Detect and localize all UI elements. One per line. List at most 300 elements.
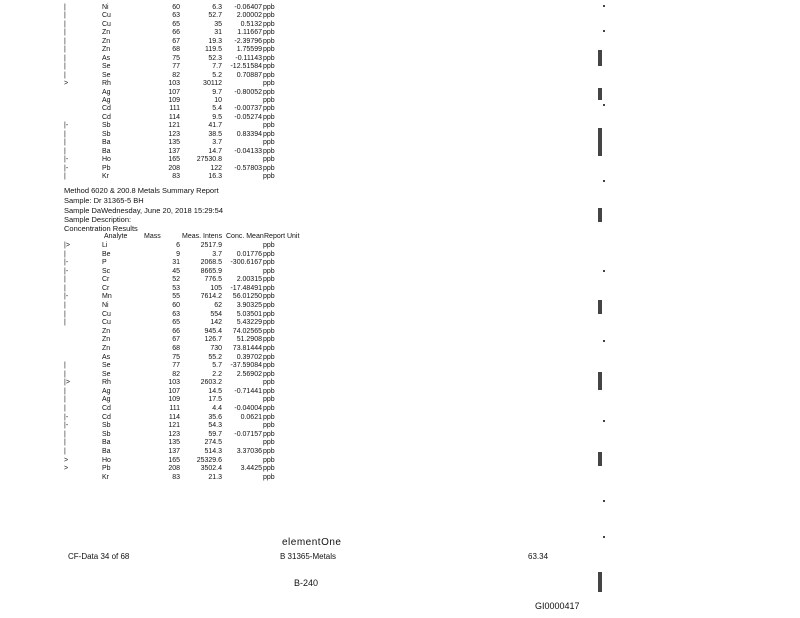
meas-intens-cell: 41.7 [208,122,222,130]
report-unit-cell: ppb [263,156,275,164]
mass-cell: 55 [172,293,180,301]
report-unit-cell: ppb [263,379,275,387]
conc-mean-cell: -0.71441 [234,387,262,395]
meas-intens-cell: 59.7 [208,430,222,438]
analyte-cell: Kr [102,173,109,180]
conc-mean-cell: -0.00737 [234,105,262,113]
row-flag: > [64,456,69,464]
analyte-cell: Ba [102,139,111,147]
mass-cell: 103 [168,379,180,387]
report-unit-cell: ppb [263,130,275,138]
report-unit-cell: ppb [263,29,275,37]
meas-intens-cell: 9.7 [212,88,222,96]
mass-cell: 208 [168,465,180,473]
report-unit-cell: ppb [263,147,275,155]
concentration-results-title: Concentration Results [64,224,138,233]
report-unit-cell: ppb [263,4,275,11]
page-number: B-240 [294,578,319,588]
mass-cell: 63 [172,12,180,20]
meas-intens-cell: 2068.5 [200,259,222,267]
col-mass: Mass [144,233,161,240]
conc-mean-cell: 74.02565 [232,327,262,335]
mass-cell: 83 [172,173,180,180]
row-flag: | [64,387,66,395]
conc-mean-cell: -300.6167 [230,259,262,267]
mass-cell: 121 [168,122,180,130]
col-conc-mean: Conc. Mean [226,233,264,240]
analyte-cell: Rh [102,379,111,387]
meas-intens-cell: 14.5 [208,387,222,395]
margin-dot [603,270,605,272]
report-unit-cell: ppb [263,310,275,318]
meas-intens-cell: 25329.6 [196,456,222,464]
margin-dot [603,104,605,106]
report-unit-cell: ppb [263,473,275,481]
analyte-cell: Ag [102,387,111,395]
row-flag: | [64,4,66,11]
conc-mean-cell: 0.83394 [236,130,262,138]
analyte-cell: Kr [102,473,109,481]
mass-cell: 67 [172,37,180,45]
analyte-cell: Se [102,71,111,79]
analyte-cell: Mn [102,293,112,301]
analyte-cell: Zn [102,336,111,344]
meas-intens-cell: 554 [210,310,222,318]
margin-dot [603,5,605,7]
conc-mean-cell: -2.39796 [234,37,262,45]
sample-description: Sample Description: [64,215,132,224]
mass-cell: 66 [172,327,180,335]
meas-intens-cell: 55.2 [208,353,222,361]
mass-cell: 77 [172,63,180,71]
mass-cell: 31 [172,259,180,267]
mass-cell: 121 [168,422,180,430]
mass-cell: 63 [172,310,180,318]
meas-intens-cell: 122 [210,164,222,172]
mass-cell: 137 [168,147,180,155]
meas-intens-cell: 142 [210,319,222,327]
meas-intens-cell: 16.3 [208,173,222,180]
meas-intens-cell: 730 [210,344,222,352]
table-row [0,172,800,182]
report-unit-cell: ppb [263,447,275,455]
conc-mean-cell: 3.37036 [236,447,262,455]
mass-cell: 65 [172,319,180,327]
analyte-cell: Ho [102,156,111,164]
mass-cell: 68 [172,344,180,352]
meas-intens-cell: 30112 [203,80,222,88]
analyte-cell: Cu [102,310,111,318]
report-unit-cell: ppb [263,396,275,404]
meas-intens-cell: 35.6 [208,413,222,421]
row-flag: > [64,465,69,473]
report-unit-cell: ppb [263,267,275,275]
meas-intens-cell: 2517.9 [200,242,222,249]
conc-mean-cell: 2.00315 [236,276,262,284]
sample-name: Sample: Dr 31365-5 BH [64,196,144,205]
row-flag: |- [64,293,69,301]
report-unit-cell: ppb [263,173,275,180]
row-flag: | [64,173,66,180]
mass-cell: 65 [172,20,180,28]
analyte-cell: Sc [102,267,111,275]
row-flag: | [64,20,66,28]
conc-mean-cell: -0.80052 [234,88,262,96]
report-unit-cell: ppb [263,344,275,352]
margin-dot [603,340,605,342]
margin-mark [598,128,602,156]
meas-intens-cell: 52.7 [208,12,222,20]
row-flag: | [64,362,66,370]
mass-cell: 114 [168,113,180,121]
report-unit-cell: ppb [263,20,275,28]
analyte-cell: Cu [102,20,111,28]
row-flag: | [64,370,66,378]
analyte-cell: Cd [102,105,111,113]
document-id: GI0000417 [535,601,580,611]
meas-intens-cell: 105 [210,284,222,292]
meas-intens-cell: 5.4 [212,105,222,113]
conc-mean-cell: 5.03501 [236,310,262,318]
col-report-unit: Report Unit [264,233,300,240]
report-unit-cell: ppb [263,302,275,310]
conc-mean-cell: 2.56902 [236,370,262,378]
row-flag: |> [64,379,70,387]
margin-mark [598,88,602,100]
mass-cell: 123 [168,130,180,138]
analyte-cell: Ag [102,88,111,96]
mass-cell: 135 [168,439,180,447]
margin-dot [603,536,605,538]
meas-intens-cell: 19.3 [208,37,222,45]
conc-mean-cell: 5.43229 [236,319,262,327]
meas-intens-cell: 514.3 [204,447,222,455]
report-unit-cell: ppb [263,336,275,344]
conc-mean-cell: -0.05274 [234,113,262,121]
meas-intens-cell: 52.3 [208,54,222,62]
footer-left: CF-Data 34 of 68 [68,552,130,561]
row-flag: | [64,37,66,45]
meas-intens-cell: 14.7 [208,147,222,155]
row-flag: | [64,276,66,284]
analyte-cell: Rh [102,80,111,88]
mass-cell: 68 [172,46,180,54]
method-title: Method 6020 & 200.8 Metals Summary Report [64,186,219,195]
conc-mean-cell: 0.0621 [240,413,262,421]
margin-mark [598,572,602,592]
analyte-cell: Se [102,370,111,378]
footer-right: 63.34 [528,552,549,561]
analyte-cell: Zn [102,344,111,352]
footer-center: B 31365-Metals [280,552,337,561]
conc-mean-cell: -12.51584 [230,63,262,71]
conc-mean-cell: 73.81444 [232,344,262,352]
analyte-cell: Se [102,362,111,370]
row-flag: |- [64,413,69,421]
report-unit-cell: ppb [263,113,275,121]
analyte-cell: Cu [102,12,111,20]
row-flag: | [64,302,66,310]
report-unit-cell: ppb [263,284,275,292]
mass-cell: 137 [168,447,180,455]
analyte-cell: Sb [102,130,111,138]
mass-cell: 83 [172,473,180,481]
conc-mean-cell: 1.75599 [236,46,262,54]
analyte-cell: Sb [102,422,111,430]
report-unit-cell: ppb [263,105,275,113]
analyte-cell: Ba [102,147,111,155]
mass-cell: 114 [168,413,180,421]
report-unit-cell: ppb [263,88,275,96]
meas-intens-cell: 3.7 [212,250,222,258]
mass-cell: 103 [168,80,180,88]
row-flag: |- [64,259,69,267]
report-unit-cell: ppb [263,276,275,284]
report-unit-cell: ppb [263,387,275,395]
analyte-cell: Cu [102,319,111,327]
report-unit-cell: ppb [263,259,275,267]
meas-intens-cell: 5.2 [212,71,222,79]
analyte-cell: Ho [102,456,111,464]
margin-dot [603,420,605,422]
analyte-cell: Cd [102,413,111,421]
conc-mean-cell: 3.4425 [240,465,262,473]
meas-intens-cell: 62 [214,302,222,310]
meas-intens-cell: 21.3 [208,473,222,481]
meas-intens-cell: 54.3 [208,422,222,430]
analyte-cell: Ag [102,396,111,404]
meas-intens-cell: 31 [214,29,222,37]
meas-intens-cell: 35 [214,20,222,28]
mass-cell: 107 [168,88,180,96]
meas-intens-cell: 7.7 [212,63,222,71]
report-unit-cell: ppb [263,37,275,45]
row-flag: | [64,310,66,318]
mass-cell: 109 [168,396,180,404]
report-unit-cell: ppb [263,242,275,249]
mass-cell: 111 [169,105,180,113]
row-flag: | [64,71,66,79]
margin-mark [598,372,602,390]
meas-intens-cell: 2.2 [212,370,222,378]
conc-mean-cell: 3.90325 [236,302,262,310]
mass-cell: 6 [176,242,180,249]
meas-intens-cell: 8665.9 [200,267,222,275]
analyte-cell: Ni [102,302,109,310]
meas-intens-cell: 17.5 [208,396,222,404]
mass-cell: 77 [172,362,180,370]
row-flag: | [64,54,66,62]
meas-intens-cell: 10 [214,96,222,104]
report-unit-cell: ppb [263,63,275,71]
margin-mark [598,452,602,466]
mass-cell: 45 [172,267,180,275]
analyte-cell: Ag [102,96,111,104]
analyte-cell: As [102,353,111,361]
conc-mean-cell: 2.00002 [236,12,262,20]
row-flag: | [64,430,66,438]
meas-intens-cell: 4.4 [212,405,222,413]
report-unit-cell: ppb [263,293,275,301]
row-flag: |- [64,156,69,164]
analyte-cell: Ni [102,4,109,11]
meas-intens-cell: 5.7 [212,362,222,370]
report-unit-cell: ppb [263,456,275,464]
row-flag: |- [64,164,69,172]
report-unit-cell: ppb [263,422,275,430]
analyte-cell: Pb [102,465,111,473]
meas-intens-cell: 2603.2 [200,379,222,387]
mass-cell: 109 [168,96,180,104]
report-unit-cell: ppb [263,370,275,378]
report-unit-cell: ppb [263,139,275,147]
row-flag: |> [64,242,70,249]
report-unit-cell: ppb [263,353,275,361]
margin-mark [598,50,602,66]
conc-mean-cell: -0.07157 [234,430,262,438]
report-unit-cell: ppb [263,465,275,473]
meas-intens-cell: 3.7 [212,139,222,147]
meas-intens-cell: 776.5 [204,276,222,284]
report-unit-cell: ppb [263,71,275,79]
row-flag: | [64,405,66,413]
row-flag: | [64,139,66,147]
report-unit-cell: ppb [263,319,275,327]
report-unit-cell: ppb [263,12,275,20]
meas-intens-cell: 38.5 [208,130,222,138]
row-flag: | [64,396,66,404]
conc-mean-cell: -0.06407 [234,4,262,11]
conc-mean-cell: 51.2908 [236,336,262,344]
mass-cell: 135 [168,139,180,147]
report-unit-cell: ppb [263,80,275,88]
mass-cell: 53 [172,284,180,292]
analyte-cell: As [102,54,111,62]
margin-dot [603,500,605,502]
analyte-cell: Ba [102,439,111,447]
meas-intens-cell: 945.4 [204,327,222,335]
conc-mean-cell: -17.48491 [230,284,262,292]
report-unit-cell: ppb [263,46,275,54]
mass-cell: 123 [168,430,180,438]
analyte-cell: Zn [102,327,111,335]
conc-mean-cell: 0.70887 [236,71,262,79]
analyte-cell: Cd [102,405,111,413]
row-flag: | [64,250,66,258]
report-unit-cell: ppb [263,413,275,421]
analyte-cell: Se [102,63,111,71]
meas-intens-cell: 7614.2 [200,293,222,301]
analyte-cell: Cd [102,113,111,121]
row-flag: | [64,147,66,155]
mass-cell: 165 [168,456,180,464]
analyte-cell: Pb [102,164,111,172]
meas-intens-cell: 119.5 [205,46,222,54]
analyte-cell: Zn [102,37,111,45]
report-unit-cell: ppb [263,439,275,447]
mass-cell: 82 [172,71,180,79]
mass-cell: 9 [176,250,180,258]
meas-intens-cell: 27530.8 [196,156,222,164]
conc-mean-cell: -0.11143 [235,54,262,62]
analyte-cell: Cr [102,284,110,292]
margin-mark [598,208,602,222]
conc-mean-cell: 0.39702 [236,353,262,361]
conc-mean-cell: 1.11667 [237,29,262,37]
mass-cell: 52 [172,276,180,284]
table-row [0,473,800,483]
conc-mean-cell: -0.04004 [234,405,262,413]
meas-intens-cell: 6.3 [212,4,222,11]
analyte-cell: Sb [102,122,111,130]
conc-mean-cell: 56.01250 [232,293,262,301]
report-unit-cell: ppb [263,96,275,104]
row-flag: |- [64,422,69,430]
row-flag: | [64,447,66,455]
brand-label: elementOne [282,537,342,548]
conc-mean-cell: -37.59084 [230,362,262,370]
mass-cell: 165 [168,156,180,164]
mass-cell: 66 [172,29,180,37]
report-unit-cell: ppb [263,250,275,258]
row-flag: |- [64,267,69,275]
row-flag: | [64,46,66,54]
report-unit-cell: ppb [263,430,275,438]
mass-cell: 111 [169,405,180,413]
analyte-cell: Ba [102,447,111,455]
margin-dot [603,180,605,182]
mass-cell: 75 [172,353,180,361]
row-flag: | [64,29,66,37]
row-flag: | [64,284,66,292]
margin-dot [603,30,605,32]
sample-date: Sample DaWednesday, June 20, 2018 15:29:54 [64,206,224,215]
mass-cell: 60 [172,302,180,310]
meas-intens-cell: 3502.4 [200,465,222,473]
row-flag: |- [64,122,69,130]
mass-cell: 107 [168,387,180,395]
meas-intens-cell: 274.5 [204,439,222,447]
col-meas-intens: Meas. Intens [182,233,223,240]
analyte-cell: Cr [102,276,110,284]
row-flag: | [64,439,66,447]
meas-intens-cell: 126.7 [204,336,222,344]
report-unit-cell: ppb [263,164,275,172]
analyte-cell: Zn [102,46,111,54]
report-unit-cell: ppb [263,405,275,413]
mass-cell: 82 [172,370,180,378]
margin-mark [598,300,602,314]
mass-cell: 75 [172,54,180,62]
report-unit-cell: ppb [263,362,275,370]
row-flag: | [64,63,66,71]
report-unit-cell: ppb [263,327,275,335]
row-flag: | [64,12,66,20]
meas-intens-cell: 9.5 [212,113,222,121]
col-analyte: Analyte [104,233,128,240]
report-unit-cell: ppb [263,122,275,130]
report-unit-cell: ppb [263,54,275,62]
mass-cell: 60 [172,4,180,11]
analyte-cell: Zn [102,29,111,37]
row-flag: | [64,319,66,327]
conc-mean-cell: 0.01776 [236,250,262,258]
conc-mean-cell: -0.04133 [234,147,262,155]
analyte-cell: Sb [102,430,111,438]
analyte-cell: Be [102,250,111,258]
conc-mean-cell: 0.5132 [240,20,262,28]
mass-cell: 67 [172,336,180,344]
